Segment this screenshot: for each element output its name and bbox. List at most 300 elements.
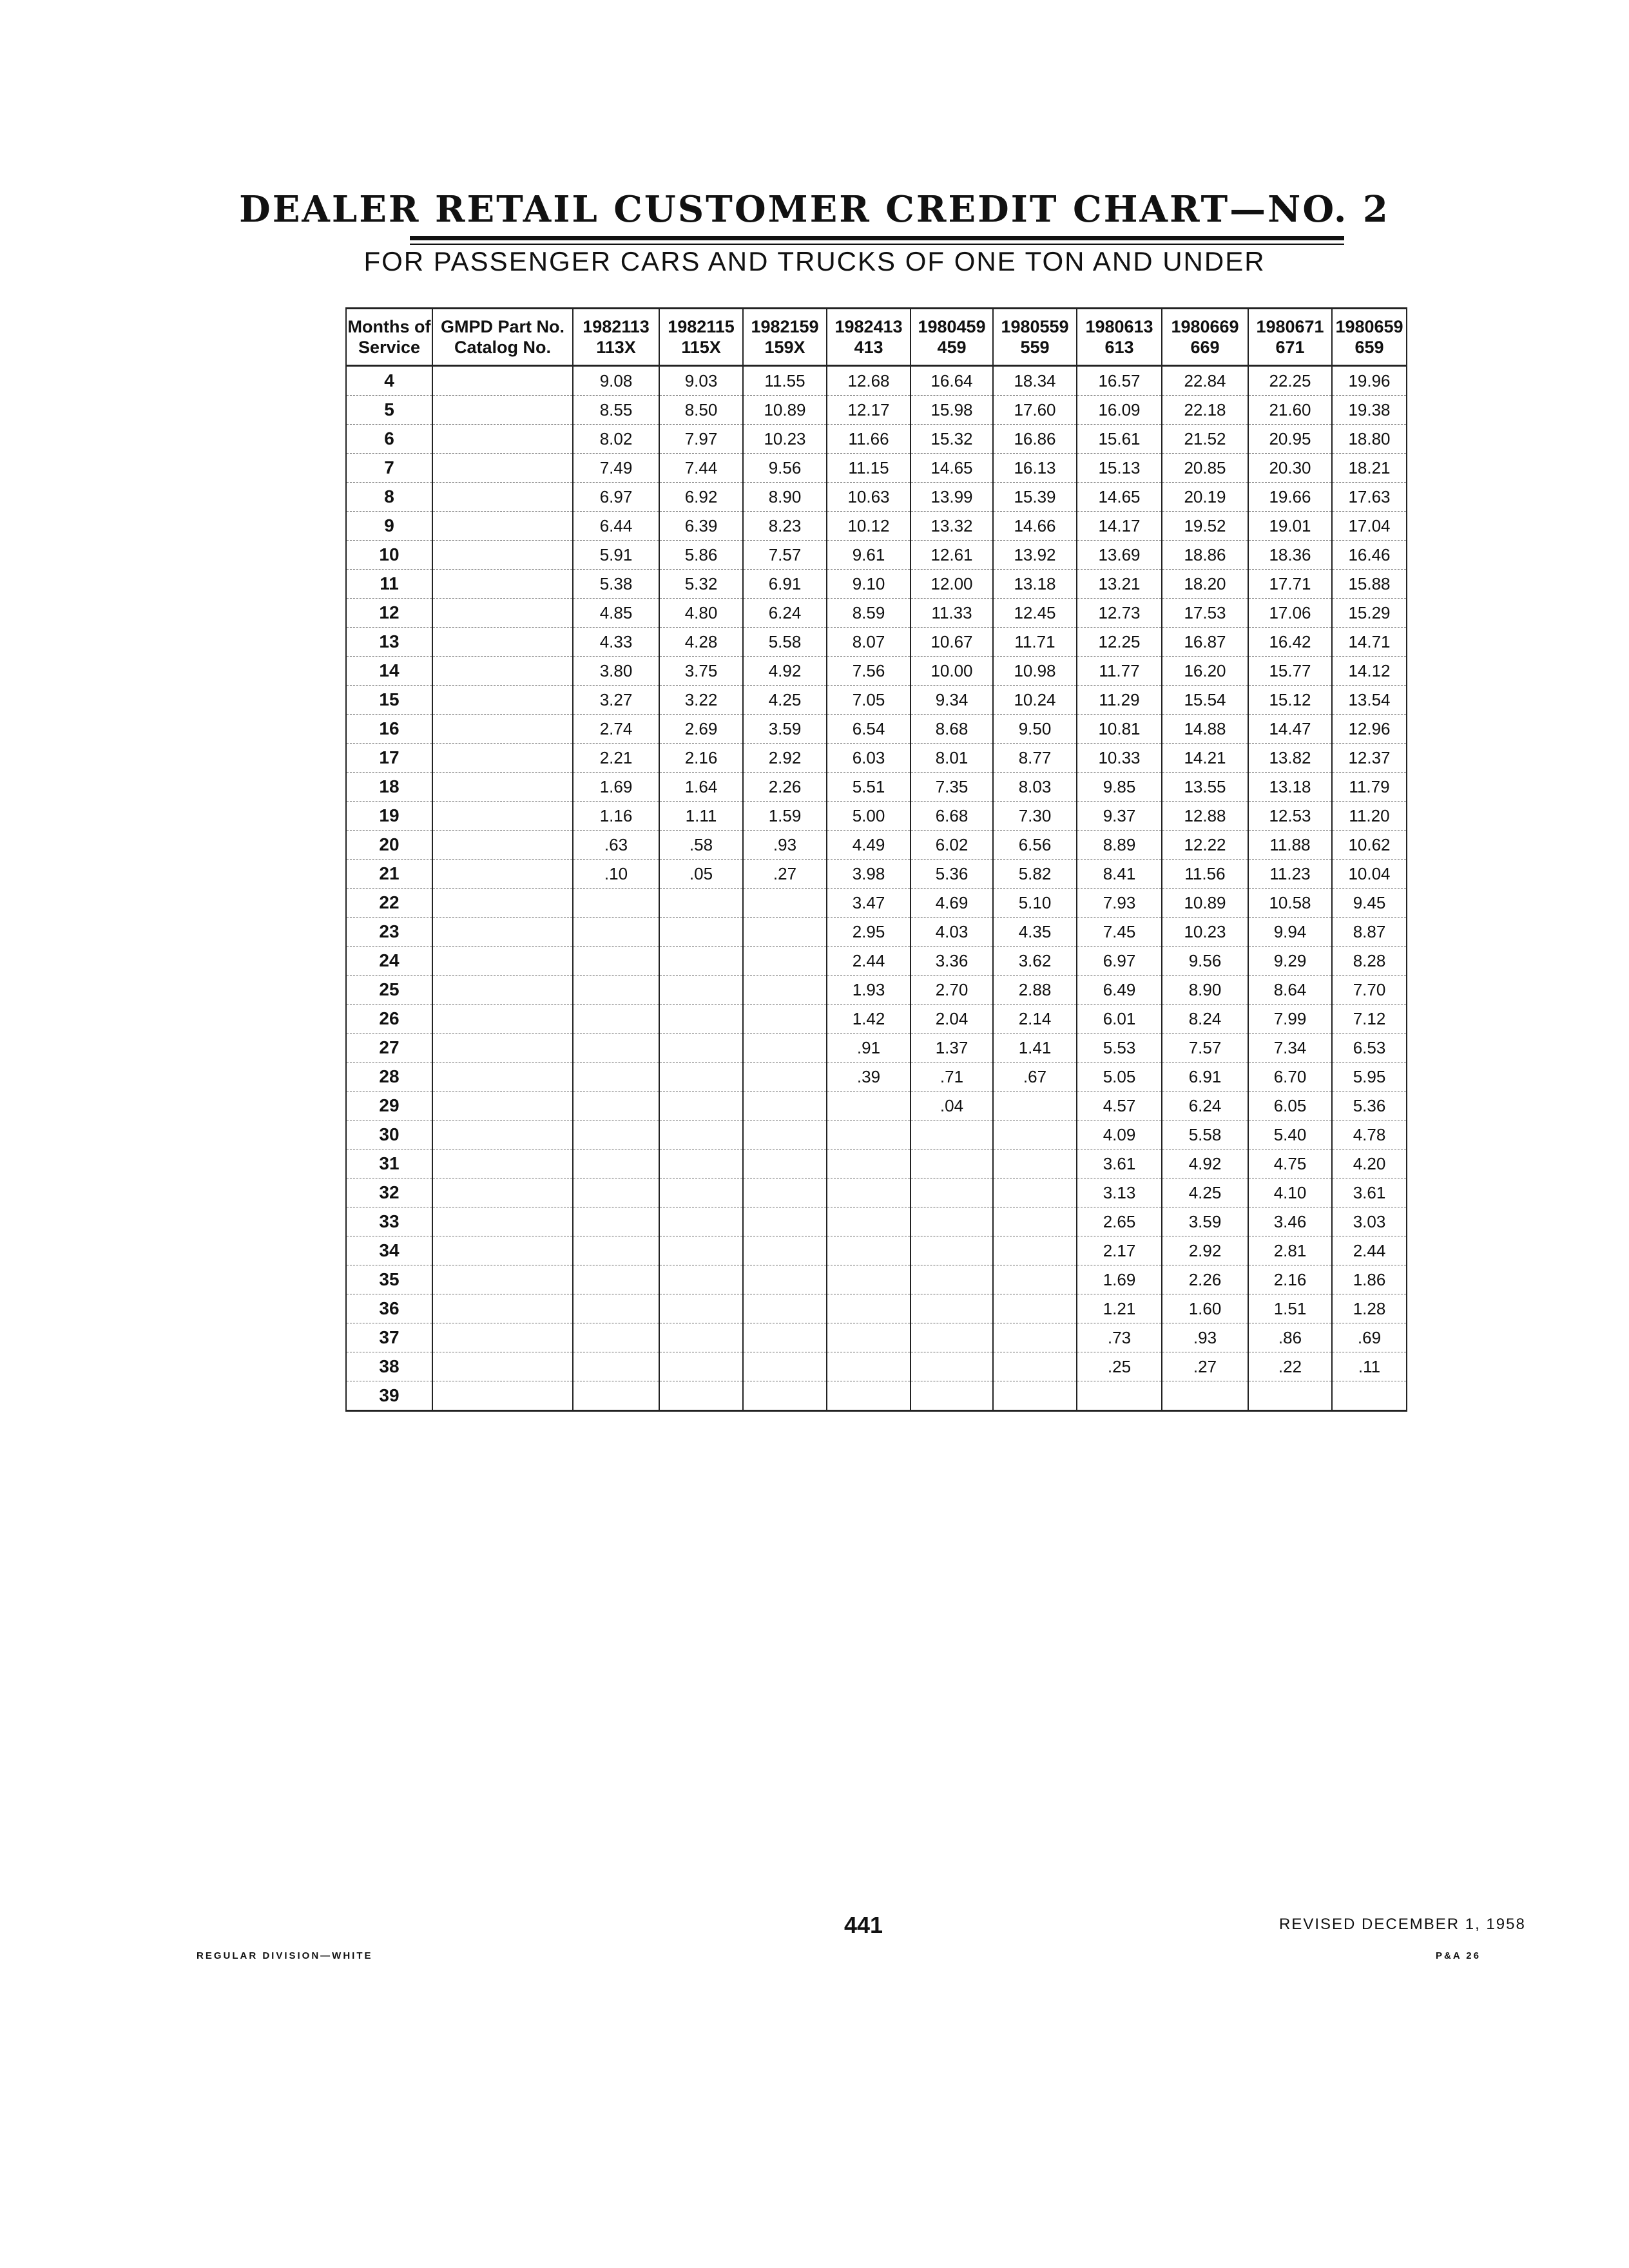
credit-value-cell: .69 [1332, 1323, 1407, 1352]
part-catalog-cell [432, 773, 573, 802]
credit-value-cell [911, 1120, 993, 1149]
credit-value-cell: 1.16 [573, 802, 659, 831]
credit-value-cell: 6.05 [1248, 1091, 1332, 1120]
credit-value-cell: 2.70 [911, 975, 993, 1004]
credit-value-cell: 12.00 [911, 570, 993, 599]
credit-value-cell [827, 1294, 911, 1323]
credit-value-cell: 15.29 [1332, 599, 1407, 628]
month-cell: 28 [346, 1062, 432, 1091]
credit-value-cell: 1.93 [827, 975, 911, 1004]
credit-value-cell: 22.84 [1162, 366, 1248, 396]
credit-value-cell: 2.16 [659, 744, 743, 773]
part-catalog-cell [432, 628, 573, 657]
credit-value-cell [743, 1062, 827, 1091]
credit-value-cell: 12.73 [1077, 599, 1162, 628]
table-row [346, 975, 1407, 1004]
credit-value-cell: 11.23 [1248, 860, 1332, 889]
credit-value-cell: 3.80 [573, 657, 659, 686]
credit-value-cell: 2.26 [1162, 1265, 1248, 1294]
credit-value-cell [659, 1265, 743, 1294]
credit-value-cell [659, 1178, 743, 1207]
credit-value-cell: 6.24 [1162, 1091, 1248, 1120]
credit-value-cell: 16.86 [993, 425, 1077, 454]
credit-value-cell [659, 1381, 743, 1411]
credit-value-cell [827, 1207, 911, 1236]
credit-value-cell: 4.49 [827, 831, 911, 860]
credit-value-cell [573, 1265, 659, 1294]
credit-value-cell [573, 1207, 659, 1236]
credit-value-cell: 9.50 [993, 715, 1077, 744]
part-catalog-cell [432, 1352, 573, 1381]
table-row [346, 599, 1407, 628]
credit-value-cell [743, 1381, 827, 1411]
table-row [346, 1265, 1407, 1294]
credit-value-cell: 19.96 [1332, 366, 1407, 396]
part-catalog-cell [432, 889, 573, 918]
part-catalog-cell [432, 570, 573, 599]
credit-value-cell: 9.34 [911, 686, 993, 715]
credit-value-cell: 3.47 [827, 889, 911, 918]
header-part-number: 1980459 [918, 317, 986, 336]
credit-value-cell: 3.75 [659, 657, 743, 686]
credit-value-cell: 11.88 [1248, 831, 1332, 860]
part-catalog-cell [432, 1149, 573, 1178]
credit-value-cell: .73 [1077, 1323, 1162, 1352]
credit-value-cell: 6.68 [911, 802, 993, 831]
credit-value-cell: 17.53 [1162, 599, 1248, 628]
credit-value-cell: 4.78 [1332, 1120, 1407, 1149]
credit-value-cell: 2.14 [993, 1004, 1077, 1033]
credit-value-cell: 12.25 [1077, 628, 1162, 657]
credit-value-cell [743, 1323, 827, 1352]
credit-value-cell: 10.23 [1162, 918, 1248, 947]
credit-value-cell: 16.42 [1248, 628, 1332, 657]
credit-value-cell: 4.92 [1162, 1149, 1248, 1178]
credit-value-cell: 4.10 [1248, 1178, 1332, 1207]
table-body [346, 366, 1407, 1411]
credit-value-cell [911, 1236, 993, 1265]
credit-value-cell: 13.69 [1077, 541, 1162, 570]
credit-value-cell: 14.88 [1162, 715, 1248, 744]
credit-value-cell: 2.88 [993, 975, 1077, 1004]
credit-value-cell [827, 1149, 911, 1178]
credit-value-cell: 16.13 [993, 454, 1077, 483]
header-part-column [993, 309, 1077, 366]
table-row [346, 1381, 1407, 1411]
credit-value-cell: 1.21 [1077, 1294, 1162, 1323]
credit-value-cell: .27 [1162, 1352, 1248, 1381]
credit-value-cell: 8.02 [573, 425, 659, 454]
credit-value-cell [911, 1178, 993, 1207]
header-part-column [827, 309, 911, 366]
credit-value-cell [659, 975, 743, 1004]
credit-value-cell: .93 [743, 831, 827, 860]
credit-value-cell: 15.12 [1248, 686, 1332, 715]
credit-value-cell: 8.55 [573, 396, 659, 425]
credit-value-cell: 10.00 [911, 657, 993, 686]
credit-value-cell: 9.08 [573, 366, 659, 396]
credit-value-cell: 4.33 [573, 628, 659, 657]
credit-value-cell: 1.37 [911, 1033, 993, 1062]
credit-value-cell: 8.24 [1162, 1004, 1248, 1033]
credit-value-cell: 2.65 [1077, 1207, 1162, 1236]
credit-value-cell: 12.68 [827, 366, 911, 396]
credit-value-cell: .39 [827, 1062, 911, 1091]
credit-value-cell [911, 1352, 993, 1381]
table-row [346, 657, 1407, 686]
credit-value-cell [911, 1265, 993, 1294]
table-row [346, 686, 1407, 715]
credit-value-cell: 9.37 [1077, 802, 1162, 831]
credit-value-cell: 5.10 [993, 889, 1077, 918]
table-row [346, 512, 1407, 541]
credit-value-cell: 3.59 [743, 715, 827, 744]
credit-value-cell [1332, 1381, 1407, 1411]
credit-value-cell: 1.69 [1077, 1265, 1162, 1294]
credit-value-cell [659, 1236, 743, 1265]
month-cell: 29 [346, 1091, 432, 1120]
credit-value-cell: 8.64 [1248, 975, 1332, 1004]
header-part-column [1162, 309, 1248, 366]
title-rule-thin [410, 244, 1344, 245]
credit-value-cell [573, 975, 659, 1004]
month-cell: 36 [346, 1294, 432, 1323]
credit-value-cell: 18.86 [1162, 541, 1248, 570]
table-row [346, 744, 1407, 773]
part-catalog-cell [432, 975, 573, 1004]
credit-value-cell [659, 1120, 743, 1149]
header-part-number: 1980559 [1001, 317, 1069, 336]
credit-value-cell: 1.59 [743, 802, 827, 831]
credit-value-cell: 5.51 [827, 773, 911, 802]
credit-value-cell: 3.61 [1077, 1149, 1162, 1178]
credit-value-cell: 9.10 [827, 570, 911, 599]
credit-value-cell [993, 1265, 1077, 1294]
credit-value-cell: 1.69 [573, 773, 659, 802]
table-row [346, 1207, 1407, 1236]
month-cell: 13 [346, 628, 432, 657]
credit-value-cell: 8.28 [1332, 947, 1407, 975]
credit-value-cell: 15.98 [911, 396, 993, 425]
month-cell: 19 [346, 802, 432, 831]
credit-value-cell [911, 1149, 993, 1178]
table-row [346, 1149, 1407, 1178]
header-catalog-number: 413 [854, 338, 883, 357]
credit-value-cell: 5.05 [1077, 1062, 1162, 1091]
header-part-line1: GMPD Part No. [440, 317, 565, 336]
credit-value-cell [573, 1149, 659, 1178]
credit-value-cell [827, 1381, 911, 1411]
credit-value-cell: 11.55 [743, 366, 827, 396]
credit-value-cell: 5.36 [1332, 1091, 1407, 1120]
credit-value-cell [993, 1352, 1077, 1381]
credit-value-cell: 3.27 [573, 686, 659, 715]
credit-value-cell: 14.71 [1332, 628, 1407, 657]
part-catalog-cell [432, 860, 573, 889]
table-row [346, 396, 1407, 425]
credit-value-cell [827, 1265, 911, 1294]
table-row [346, 1062, 1407, 1091]
table-row [346, 570, 1407, 599]
table-row [346, 1323, 1407, 1352]
credit-value-cell: 16.57 [1077, 366, 1162, 396]
credit-value-cell: 8.68 [911, 715, 993, 744]
month-cell: 5 [346, 396, 432, 425]
credit-value-cell: .25 [1077, 1352, 1162, 1381]
credit-value-cell: .22 [1248, 1352, 1332, 1381]
credit-value-cell: 12.22 [1162, 831, 1248, 860]
credit-value-cell: 4.09 [1077, 1120, 1162, 1149]
credit-value-cell: 6.56 [993, 831, 1077, 860]
table-row [346, 628, 1407, 657]
credit-value-cell: 3.61 [1332, 1178, 1407, 1207]
credit-value-cell [573, 1120, 659, 1149]
credit-value-cell: 12.45 [993, 599, 1077, 628]
month-cell: 26 [346, 1004, 432, 1033]
header-part-number: 1980671 [1256, 317, 1324, 336]
credit-value-cell: 4.25 [743, 686, 827, 715]
credit-value-cell [659, 1294, 743, 1323]
credit-value-cell: 5.58 [1162, 1120, 1248, 1149]
credit-value-cell: 7.99 [1248, 1004, 1332, 1033]
credit-value-cell [743, 1294, 827, 1323]
part-catalog-cell [432, 1207, 573, 1236]
credit-value-cell: .05 [659, 860, 743, 889]
month-cell: 23 [346, 918, 432, 947]
month-cell: 20 [346, 831, 432, 860]
credit-value-cell [993, 1323, 1077, 1352]
month-cell: 11 [346, 570, 432, 599]
month-cell: 14 [346, 657, 432, 686]
table-row [346, 1120, 1407, 1149]
header-part-column [1248, 309, 1332, 366]
credit-value-cell [743, 918, 827, 947]
credit-value-cell: 5.32 [659, 570, 743, 599]
table-row [346, 541, 1407, 570]
credit-value-cell: 11.79 [1332, 773, 1407, 802]
credit-value-cell: 10.98 [993, 657, 1077, 686]
credit-value-cell [743, 1091, 827, 1120]
credit-value-cell [993, 1178, 1077, 1207]
header-months-of-service [346, 309, 432, 366]
credit-value-cell: 2.16 [1248, 1265, 1332, 1294]
header-part-number: 1982113 [583, 317, 650, 336]
credit-value-cell: 20.19 [1162, 483, 1248, 512]
credit-value-cell: 15.13 [1077, 454, 1162, 483]
credit-value-cell [573, 1004, 659, 1033]
month-cell: 39 [346, 1381, 432, 1411]
chart-title: DEALER RETAIL CUSTOMER CREDIT CHART—NO. 2 [239, 188, 1390, 231]
header-catalog-number: 159X [764, 338, 805, 357]
credit-value-cell: 4.92 [743, 657, 827, 686]
credit-value-cell: .86 [1248, 1323, 1332, 1352]
credit-value-cell: 19.52 [1162, 512, 1248, 541]
header-part-column [743, 309, 827, 366]
credit-value-cell [1248, 1381, 1332, 1411]
part-catalog-cell [432, 1091, 573, 1120]
credit-value-cell: 7.34 [1248, 1033, 1332, 1062]
credit-value-cell [573, 918, 659, 947]
credit-value-cell: 1.42 [827, 1004, 911, 1033]
credit-value-cell: 21.60 [1248, 396, 1332, 425]
credit-value-cell [743, 1004, 827, 1033]
credit-value-cell: 20.95 [1248, 425, 1332, 454]
credit-value-cell: 1.64 [659, 773, 743, 802]
credit-value-cell: .67 [993, 1062, 1077, 1091]
credit-value-cell [743, 1265, 827, 1294]
header-part-column [911, 309, 993, 366]
credit-value-cell [911, 1323, 993, 1352]
part-catalog-cell [432, 715, 573, 744]
part-catalog-cell [432, 657, 573, 686]
credit-value-cell: 6.01 [1077, 1004, 1162, 1033]
credit-value-cell: 2.04 [911, 1004, 993, 1033]
credit-value-cell: 4.03 [911, 918, 993, 947]
credit-value-cell: 4.35 [993, 918, 1077, 947]
month-cell: 37 [346, 1323, 432, 1352]
credit-value-cell: 4.69 [911, 889, 993, 918]
credit-value-cell [827, 1120, 911, 1149]
credit-value-cell: 12.17 [827, 396, 911, 425]
credit-value-cell: 11.66 [827, 425, 911, 454]
credit-value-cell: 6.92 [659, 483, 743, 512]
credit-value-cell: 4.20 [1332, 1149, 1407, 1178]
credit-value-cell [573, 1178, 659, 1207]
credit-value-cell [743, 1120, 827, 1149]
credit-value-cell: 10.58 [1248, 889, 1332, 918]
header-part-column [573, 309, 659, 366]
credit-value-cell: 13.18 [993, 570, 1077, 599]
table-row [346, 1294, 1407, 1323]
credit-value-cell: 2.17 [1077, 1236, 1162, 1265]
credit-value-cell: 8.41 [1077, 860, 1162, 889]
credit-value-cell: 6.02 [911, 831, 993, 860]
month-cell: 4 [346, 366, 432, 396]
credit-value-cell [1077, 1381, 1162, 1411]
header-part-number: 1982115 [668, 317, 735, 336]
table-header-row [346, 309, 1407, 366]
credit-value-cell [743, 1207, 827, 1236]
credit-value-cell: 10.89 [743, 396, 827, 425]
credit-value-cell [573, 1062, 659, 1091]
table-row [346, 1178, 1407, 1207]
credit-value-cell: 6.54 [827, 715, 911, 744]
header-catalog-number: 669 [1190, 338, 1220, 357]
credit-value-cell: 12.61 [911, 541, 993, 570]
credit-value-cell: 8.03 [993, 773, 1077, 802]
part-catalog-cell [432, 1033, 573, 1062]
credit-value-cell: 11.77 [1077, 657, 1162, 686]
credit-value-cell [573, 1033, 659, 1062]
credit-value-cell [659, 947, 743, 975]
credit-value-cell: 1.11 [659, 802, 743, 831]
credit-value-cell [573, 947, 659, 975]
credit-value-cell [659, 889, 743, 918]
credit-value-cell [659, 1207, 743, 1236]
month-cell: 38 [346, 1352, 432, 1381]
credit-value-cell: 2.26 [743, 773, 827, 802]
credit-value-cell: 2.92 [1162, 1236, 1248, 1265]
credit-value-cell: 1.86 [1332, 1265, 1407, 1294]
credit-value-cell: 6.49 [1077, 975, 1162, 1004]
credit-value-cell: 11.56 [1162, 860, 1248, 889]
month-cell: 10 [346, 541, 432, 570]
credit-value-cell [827, 1091, 911, 1120]
credit-value-cell: .93 [1162, 1323, 1248, 1352]
credit-value-cell: 13.99 [911, 483, 993, 512]
credit-value-cell: 7.57 [1162, 1033, 1248, 1062]
credit-value-cell: 6.97 [573, 483, 659, 512]
credit-value-cell: 21.52 [1162, 425, 1248, 454]
credit-value-cell [743, 1236, 827, 1265]
part-catalog-cell [432, 512, 573, 541]
header-part-column [1332, 309, 1407, 366]
credit-value-cell: 16.87 [1162, 628, 1248, 657]
table-row [346, 715, 1407, 744]
credit-value-cell [743, 1178, 827, 1207]
credit-value-cell: .11 [1332, 1352, 1407, 1381]
credit-value-cell: 10.23 [743, 425, 827, 454]
header-part-number: 1980669 [1171, 317, 1239, 336]
part-catalog-cell [432, 802, 573, 831]
month-cell: 24 [346, 947, 432, 975]
header-catalog-number: 459 [937, 338, 967, 357]
credit-value-cell: 13.55 [1162, 773, 1248, 802]
month-cell: 34 [346, 1236, 432, 1265]
credit-value-cell: 18.34 [993, 366, 1077, 396]
credit-value-cell: 9.03 [659, 366, 743, 396]
credit-value-cell: 15.88 [1332, 570, 1407, 599]
credit-value-cell: 13.32 [911, 512, 993, 541]
credit-value-cell: 16.64 [911, 366, 993, 396]
part-catalog-cell [432, 425, 573, 454]
credit-value-cell: 10.24 [993, 686, 1077, 715]
month-cell: 7 [346, 454, 432, 483]
credit-value-cell: 17.63 [1332, 483, 1407, 512]
credit-value-cell [573, 1352, 659, 1381]
credit-value-cell: 15.54 [1162, 686, 1248, 715]
credit-value-cell [993, 1120, 1077, 1149]
credit-value-cell [993, 1207, 1077, 1236]
credit-value-cell: 11.20 [1332, 802, 1407, 831]
credit-value-cell: 22.25 [1248, 366, 1332, 396]
credit-value-cell: 2.44 [1332, 1236, 1407, 1265]
credit-value-cell: 22.18 [1162, 396, 1248, 425]
part-catalog-cell [432, 1265, 573, 1294]
credit-value-cell: 8.90 [1162, 975, 1248, 1004]
credit-value-cell [573, 1236, 659, 1265]
credit-value-cell: 15.39 [993, 483, 1077, 512]
credit-value-cell [827, 1323, 911, 1352]
page-number: 441 [844, 1912, 883, 1938]
credit-value-cell: 6.91 [1162, 1062, 1248, 1091]
credit-value-cell: 7.93 [1077, 889, 1162, 918]
credit-value-cell: .27 [743, 860, 827, 889]
credit-value-cell: 9.56 [743, 454, 827, 483]
credit-value-cell: .58 [659, 831, 743, 860]
credit-value-cell [911, 1207, 993, 1236]
part-catalog-cell [432, 1294, 573, 1323]
credit-value-cell: 8.07 [827, 628, 911, 657]
part-catalog-cell [432, 1178, 573, 1207]
credit-value-cell: 7.30 [993, 802, 1077, 831]
credit-value-cell: 15.77 [1248, 657, 1332, 686]
credit-value-cell: 5.58 [743, 628, 827, 657]
credit-value-cell: 10.89 [1162, 889, 1248, 918]
month-cell: 22 [346, 889, 432, 918]
credit-value-cell [659, 1091, 743, 1120]
credit-value-cell: 17.71 [1248, 570, 1332, 599]
